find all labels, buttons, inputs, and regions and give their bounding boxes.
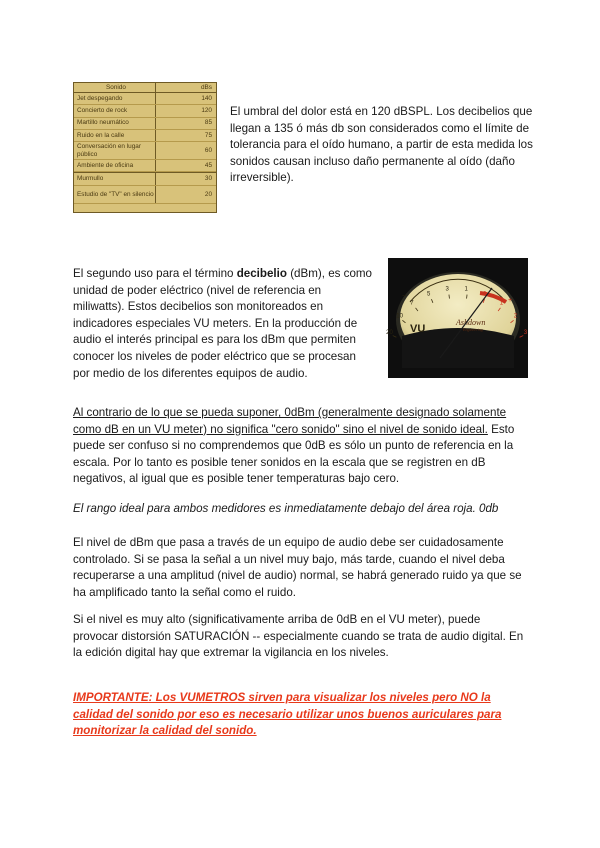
table-header [74, 83, 216, 93]
table-header-sound: Sonido [74, 83, 156, 92]
table-cell-sound: Ambiente de oficina [74, 160, 156, 171]
vu-scale-label: 3 [523, 329, 528, 336]
table-cell-db: 120 [201, 107, 212, 115]
saturacion-paragraph: Si el nivel es muy alto (significativamente arriba de 0dB en el VU meter), puede provocar distorsión SATURACIÓN -- especialmente cuando se trata de audio digital. En la edición digital hay que extremar la vigilancia en los niveles. [73, 613, 524, 660]
table-cell-sound: Conversación en lugar público [74, 142, 156, 159]
cero-rest-text: Esto puede ser confuso si no comprendemos que 0dB es sólo un punto de referencia en la escala. Por lo tanto es posible tener sonidos en la escala que se registren en dB negativos, al igual que es posible tener temperaturas bajo cero. [73, 422, 515, 486]
vu-minus-sign: − [402, 293, 407, 300]
vu-scale-label: 0 [483, 291, 487, 298]
table-row [74, 93, 216, 105]
table-row [74, 142, 216, 160]
vu-scale-label: 2 [513, 313, 518, 320]
vu-scale-label: 7 [410, 300, 414, 307]
rango-paragraph: El rango ideal para ambos medidores es inmediatamente debajo del área roja. 0db [73, 502, 499, 515]
table-row [74, 105, 216, 117]
vu-meter-image [388, 258, 528, 378]
table-cell-db: 85 [204, 119, 212, 127]
cero-paragraph [73, 405, 528, 488]
vu-plus-sign: + [508, 297, 513, 304]
vu-meter-graphic [388, 258, 528, 378]
nivel-paragraph: El nivel de dBm que pasa a través de un equipo de audio debe ser cuidadosamente controlado. Si se pasa la señal a un nivel muy bajo, más tarde, cuando el nivel deba recuperarse a una amplitud (nivel de audio) normal, se habrá generado ruido ya que se ha amplificado tanto la señal como el ruido. [73, 536, 522, 599]
vu-brand-sub: Engineering [463, 327, 483, 332]
table-cell-sound: Estudio de "TV" en silencio [74, 186, 156, 203]
table-row [74, 118, 216, 130]
table-cell-sound: Ruido en la calle [74, 130, 156, 141]
importante-paragraph: IMPORTANTE: Los VUMETROS sirven para visualizar los niveles pero NO la calidad del sonido por eso es necesario utilizar unos buenos auriculares para monitorizar la calidad del sonido. [73, 691, 502, 738]
table-header-db: dBs [200, 83, 212, 91]
table-row [74, 130, 216, 142]
table-cell-db: 20 [204, 190, 212, 198]
decibelio-term: decibelio [236, 267, 287, 280]
table-row [74, 160, 216, 172]
decibelio-paragraph [73, 266, 373, 382]
table-cell-sound: Jet despegando [74, 93, 156, 104]
vu-scale-label: 1 [499, 300, 504, 307]
table-cell-db: 60 [204, 146, 212, 154]
table-cell-sound: Martillo neumático [74, 118, 156, 129]
table-cell-db: 140 [201, 94, 212, 102]
table-row [74, 186, 216, 204]
umbral-paragraph: El umbral del dolor está en 120 dBSPL. Los decibelios que llegan a 135 ó más db son considerados como el límite de tolerancia para el oído humano, a partir de esta medida los sonidos causan incluso daño permanente al oído (daño irreversible). [230, 105, 533, 185]
vu-scale-label: 10 [396, 313, 403, 320]
vu-scale-tick [449, 295, 450, 299]
decibelio-body: (dBm), es como unidad de poder eléctrico (nivel de referencia en miliwatts). Estos decibelios son monitoreados en indicadores especiales VU meters. En la producción de audio el interés principal es para los dBm que permiten conocer los niveles de poder eléctrico que se procesan por medio de los diferentes equipos de audio. [73, 267, 373, 380]
table-cell-db: 45 [204, 162, 212, 170]
table-cell-db: 75 [204, 131, 212, 139]
vu-label: VU [410, 323, 426, 335]
table-cell-sound: Concierto de rock [74, 105, 156, 116]
vu-scale-label: 5 [426, 291, 431, 298]
decibelio-intro: El segundo uso para el término [73, 267, 237, 280]
vu-scale-label: 3 [445, 286, 449, 293]
vu-scale-tick [467, 295, 468, 299]
sound-level-table [73, 82, 217, 213]
table-cell-db: 30 [204, 175, 212, 183]
table-row [74, 172, 216, 185]
table-cell-sound: Murmullo [74, 173, 156, 184]
vu-brand: Ashdown [456, 318, 486, 327]
table-body [74, 93, 216, 204]
vu-scale-label: 20 [386, 329, 393, 336]
cero-underlined-text: Al contrario de lo que se pueda suponer, 0dBm (generalmente designado solamente como dB en un VU meter) no significa "cero sonido" sino el nivel de sonido ideal. [73, 406, 507, 436]
vu-scale-label: 1 [464, 286, 468, 293]
